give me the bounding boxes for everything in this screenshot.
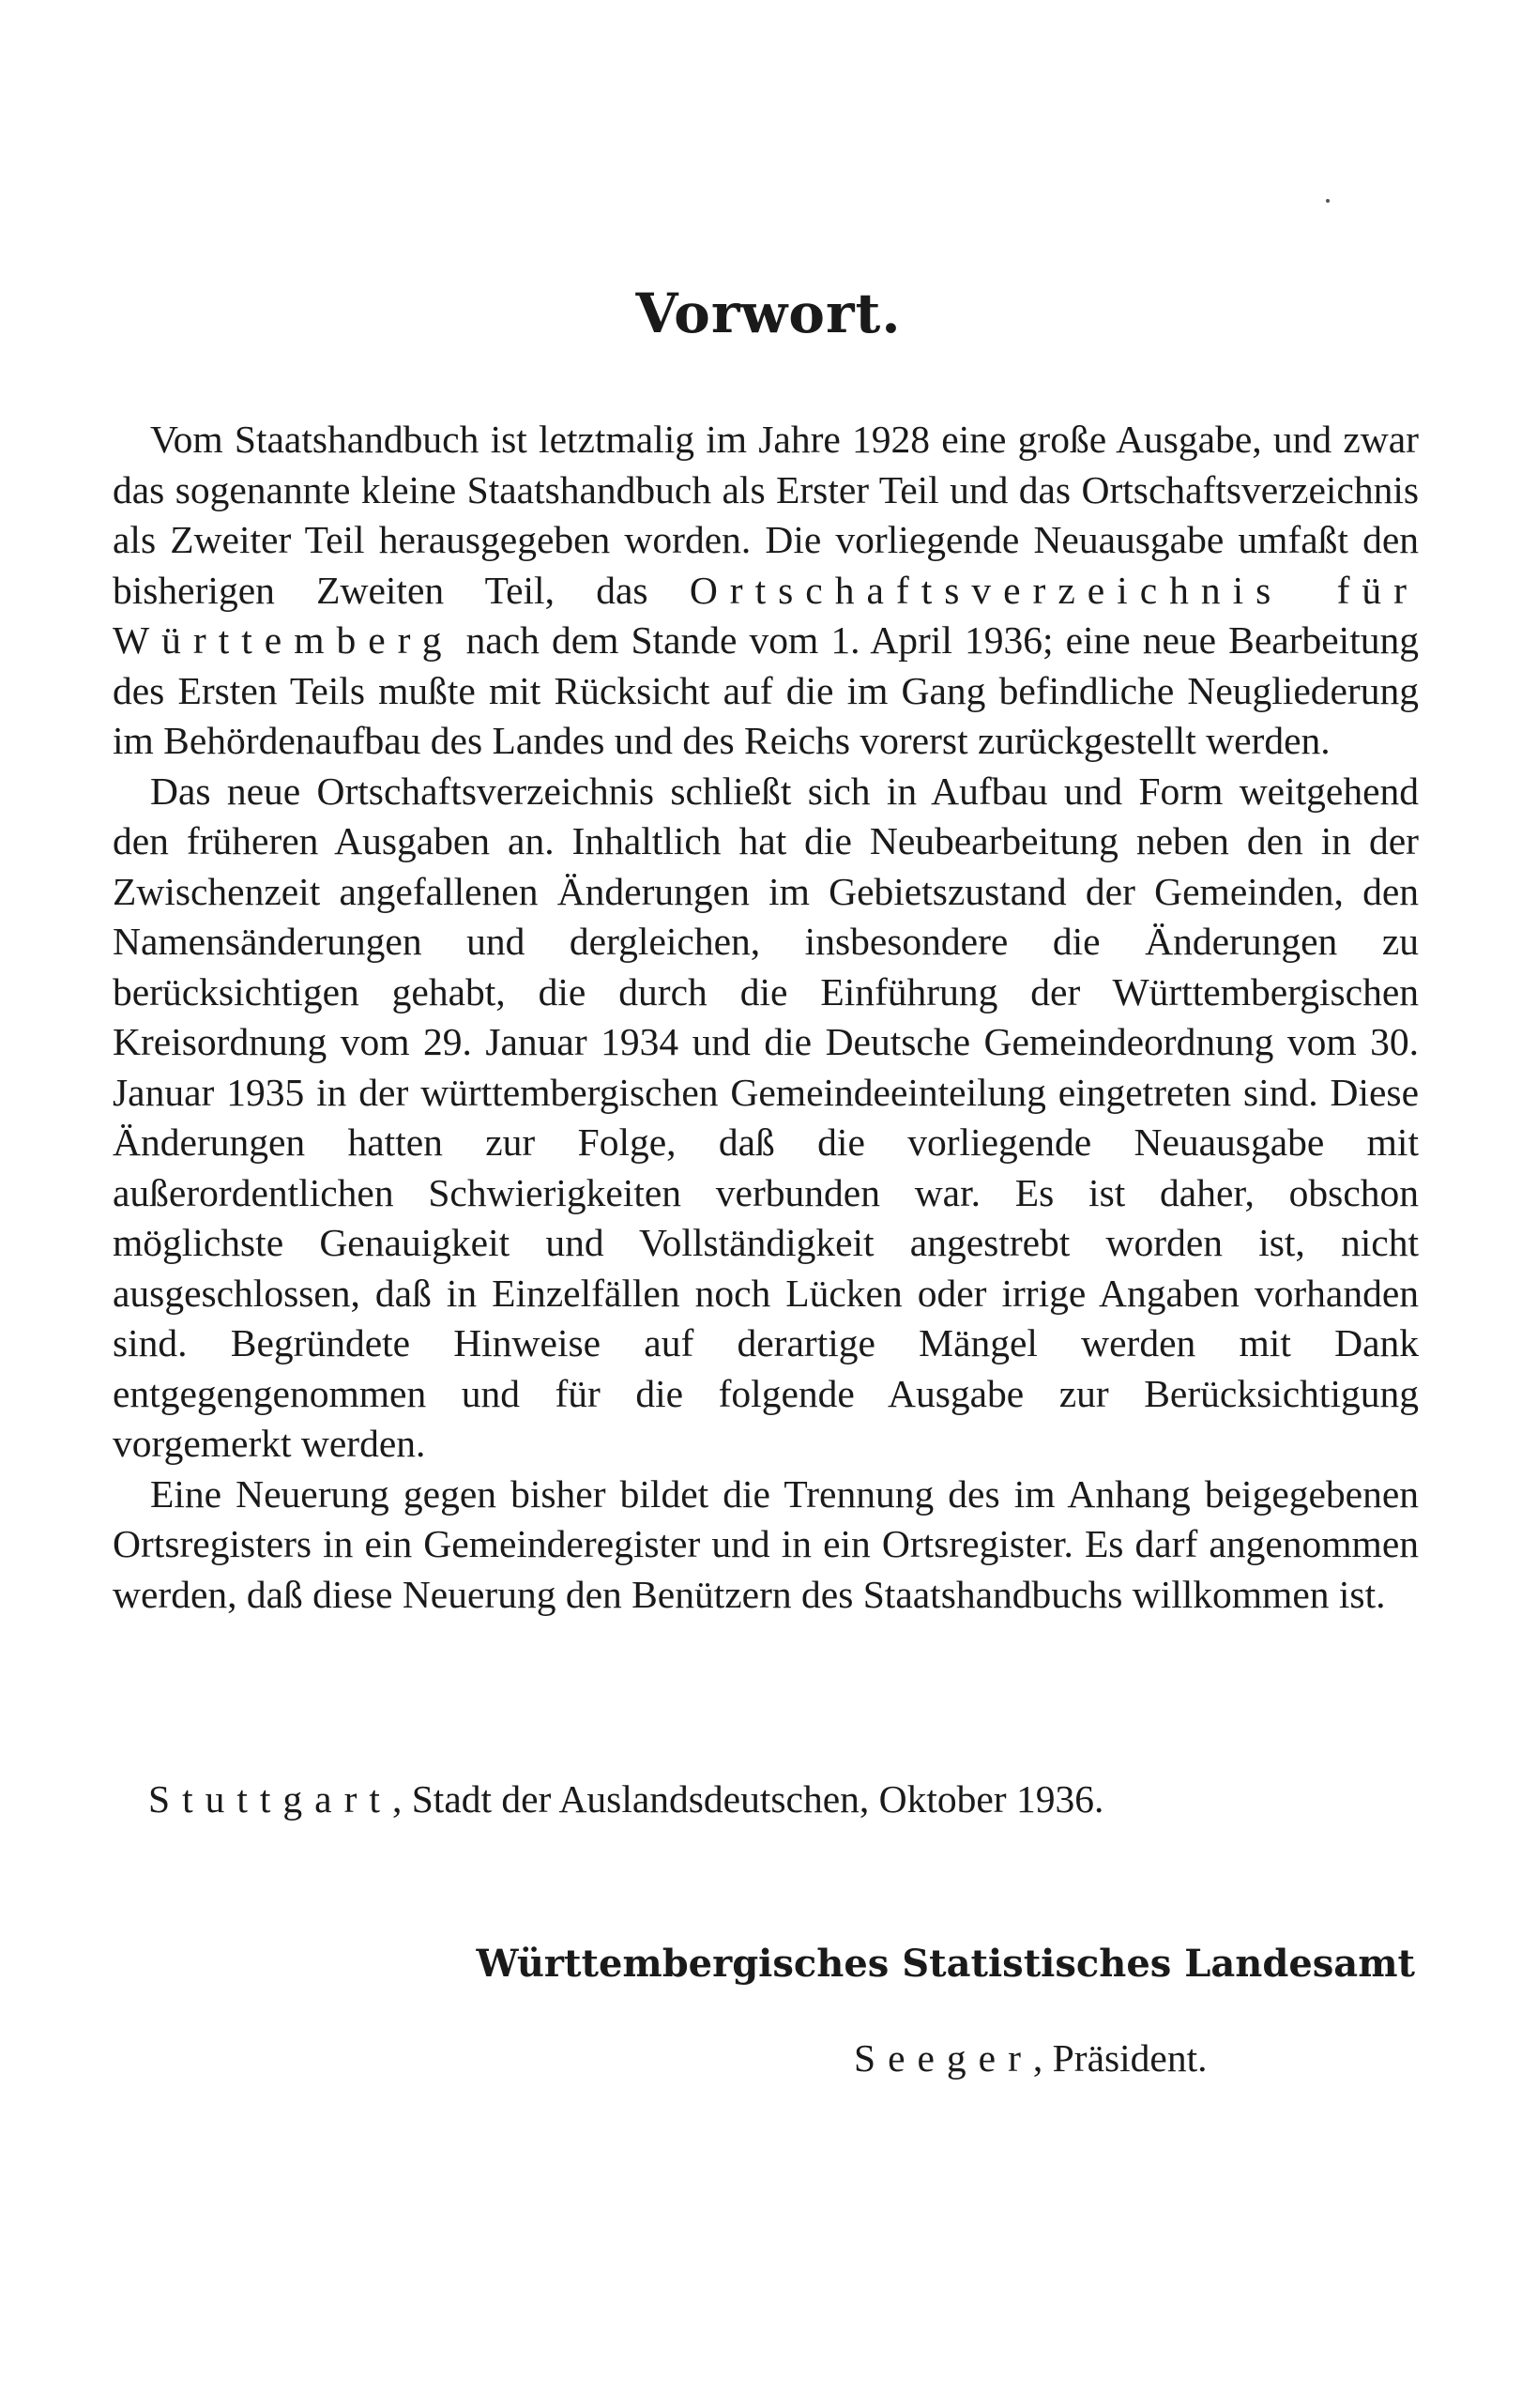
page-title: Vorwort. [635,282,902,345]
place-name: Stuttgart [148,1777,392,1821]
place-and-date [148,1774,1103,1824]
paragraph-2: Das neue Ortschaftsverzeichnis schließt sich in Aufbau und Form weitgehend den früheren Ausgaben an. Inhaltlich hat die Neubearbeitung neben den in der Zwischenzeit angefallenen Änderungen im Gebietszustand der Gemeinden, den Namensänderungen und dergleichen, insbesondere die Änderungen zu berücksichtigen gehabt, die durch die Einführung der Württembergischen Kreisordnung vom 29. Januar 1934 und die Deutsche Gemeindeordnung vom 30. Januar 1935 in der württembergischen Gemeindeeinteilung eingetreten sind. Diese Änderungen hatten zur Folge, daß die vorliegende Neuausgabe mit außerordentlichen Schwierigkeiten verbunden war. Es ist daher, obschon möglichste Genauigkeit und Vollständigkeit angestrebt worden ist, nicht ausgeschlossen, daß in Einzelfällen noch Lücken oder irrige Angaben vorhanden sind. Begründete Hinweise auf derartige Mängel werden mit Dank entgegengenommen und für die folgende Ausgabe zur Berücksichtigung vorgemerkt werden. [113,769,1419,1465]
issuing-authority: Württembergisches Statistisches Landesamt [476,1942,1415,1986]
place-date-rest: , Stadt der Auslandsdeutschen, Oktober 1936. [391,1777,1104,1821]
signer-title: , Präsident. [1032,2036,1208,2080]
paragraph-3: Eine Neuerung gegen bisher bildet die Trennung des im Anhang beigegebenen Ortsregisters in ein Gemeinderegister und in ein Ortsregister. Es darf angenommen werden, daß diese Neuerung den Benützern des Staatshandbuchs willkommen ist. [113,1471,1419,1616]
signature-line [854,2033,1208,2083]
paragraph-1 [113,415,1419,767]
paragraph-1-part-b: nach dem Stande vom 1. April 1936; eine neue Bearbeitung des Ersten Teils mußte mit Rücksicht auf die im Gang befindliche Neugliederung im Behördenaufbau des Landes und des Reichs vorerst zurückgestellt werden. [113,618,1419,762]
paragraph-1-part-a: Vom Staatshandbuch ist letztmalig im Jahre 1928 eine große Ausgabe, und zwar das sogenannte kleine Staatshandbuch als Erster Teil und das Ortschaftsverzeichnis als Zweiter Teil herausgegeben worden. Die vorliegende Neuausgabe umfaßt den bisherigen Zweiten Teil, das [113,418,1419,612]
paragraph-1-spaced-title: Ortschaftsverzeichnis für Württemberg [113,568,1419,662]
print-speck [1326,199,1330,203]
page-bottom-margin [0,2365,1,2366]
foreword-body [113,415,1419,1620]
signer-name: Seeger [854,2036,1033,2080]
